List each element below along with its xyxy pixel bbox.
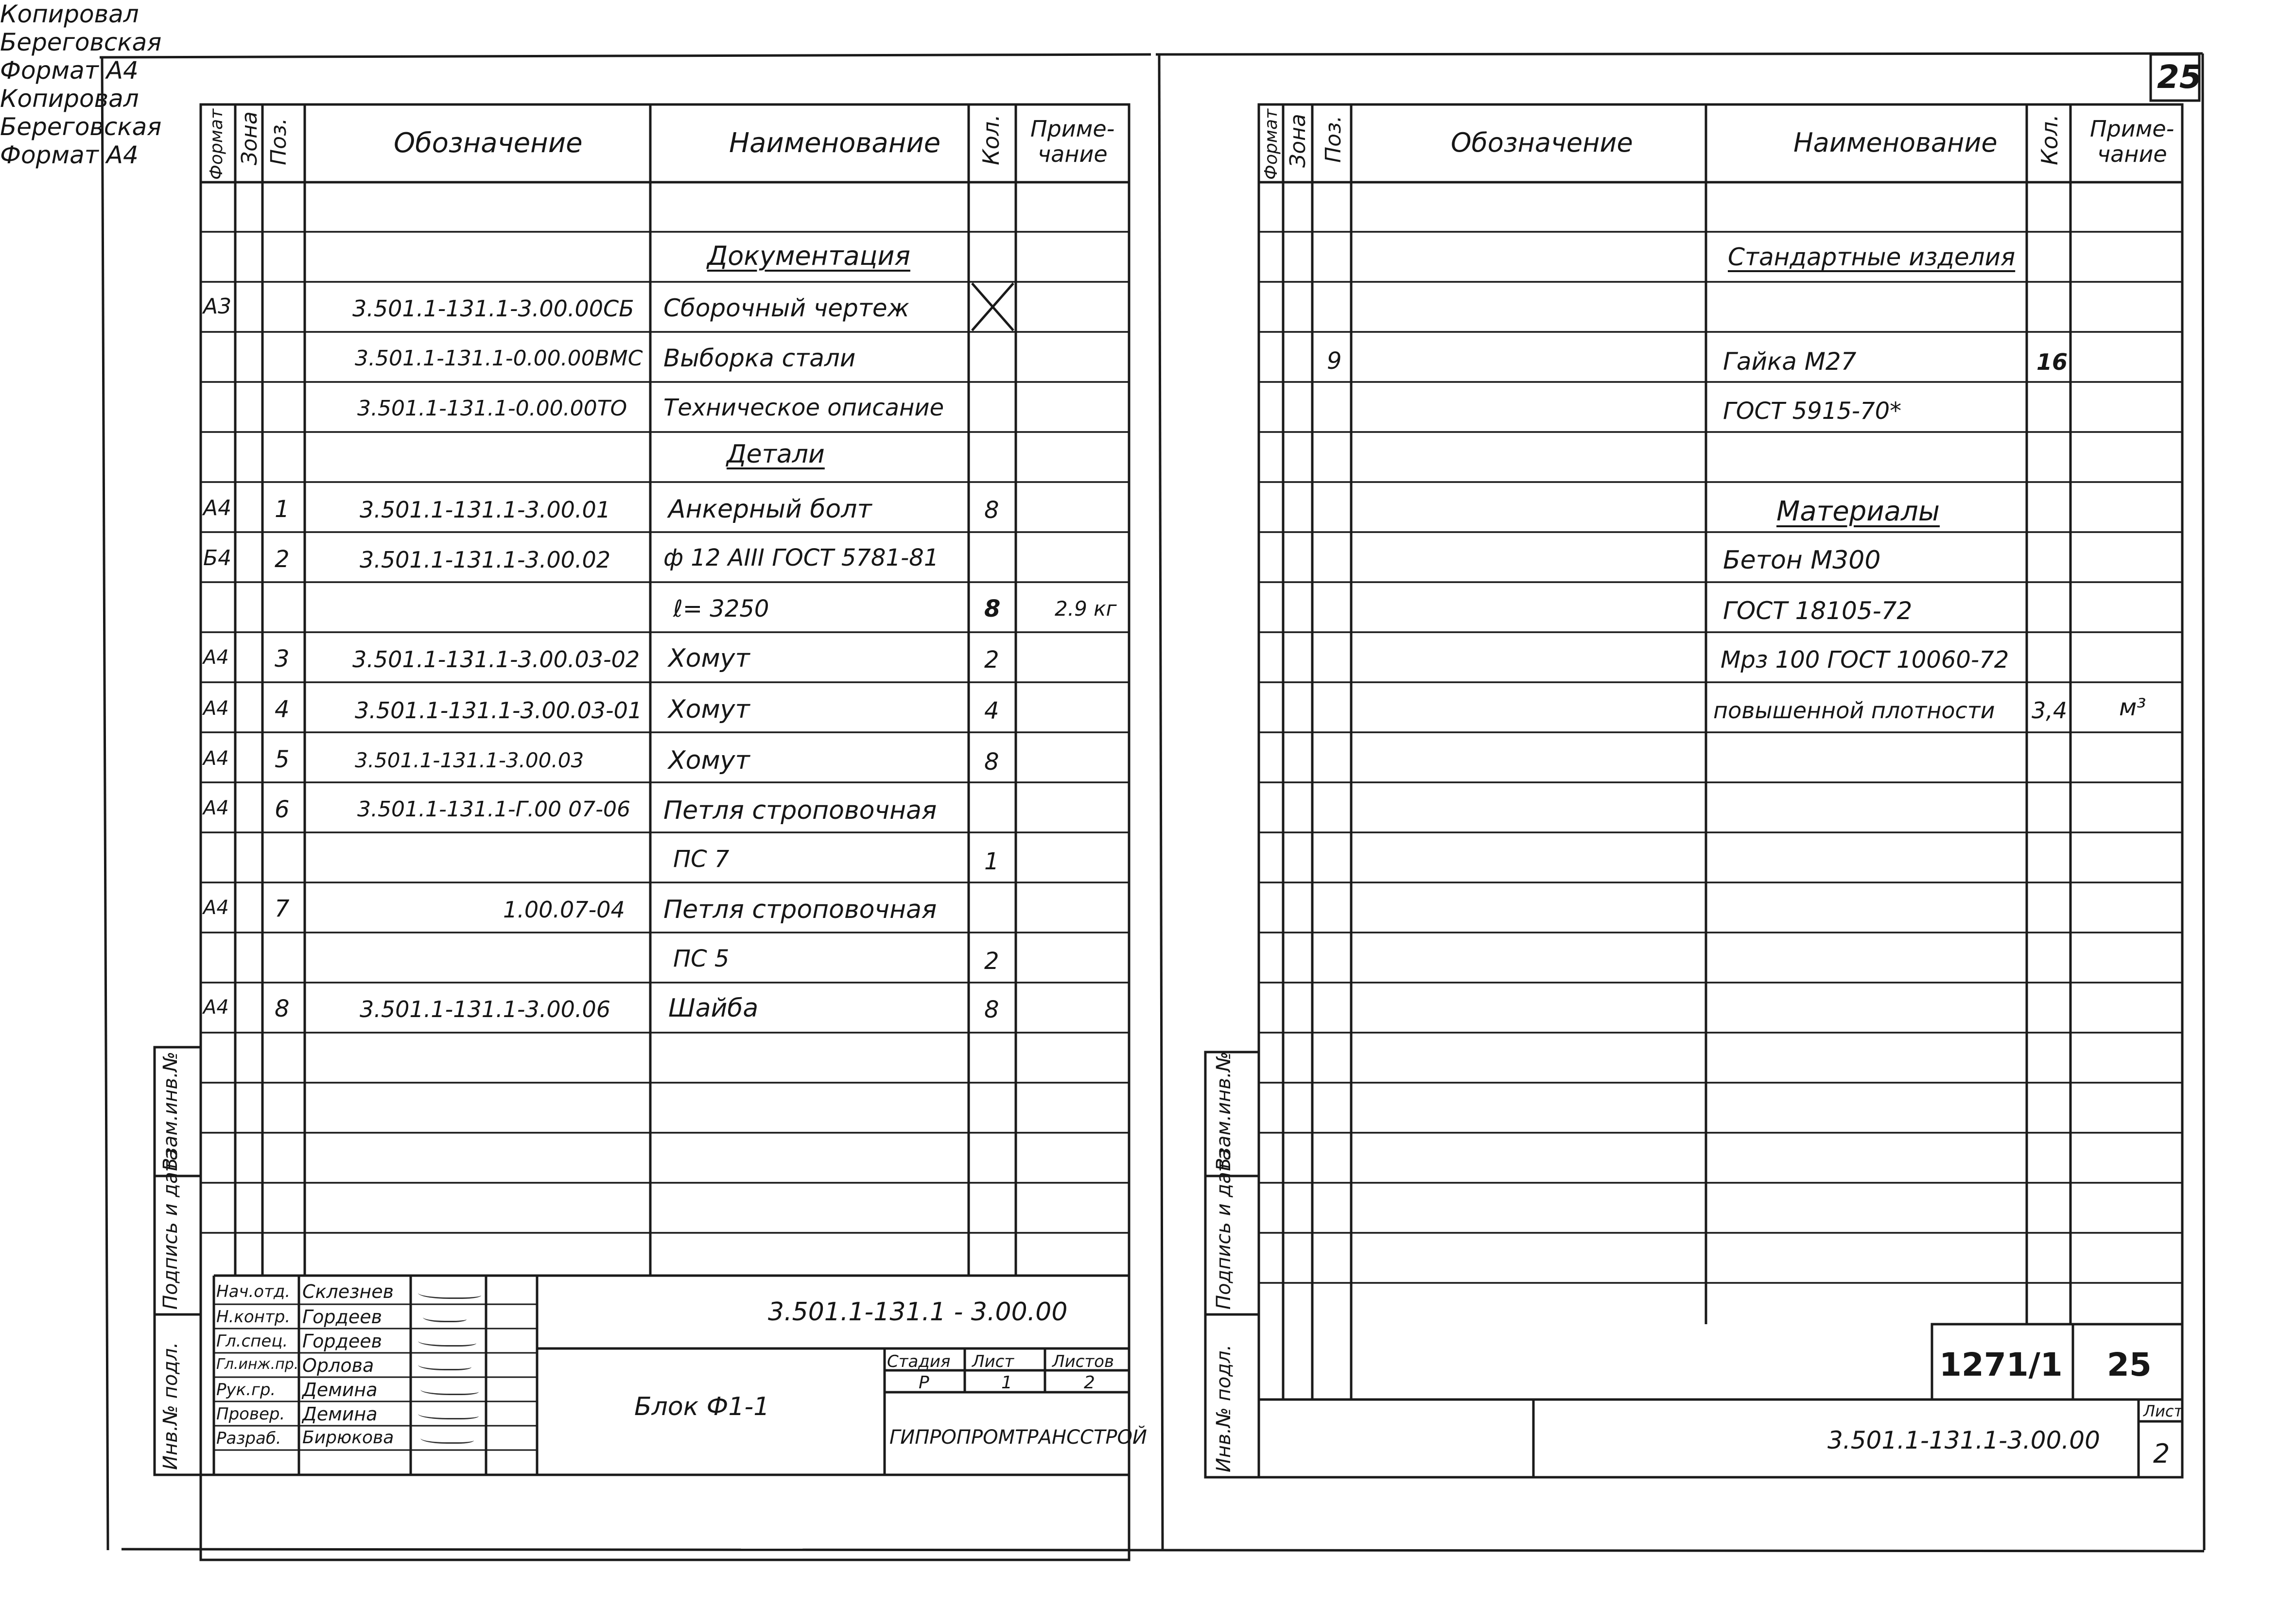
stamp-role: Провер. — [216, 1404, 285, 1424]
stamp-role: Нач.отд. — [216, 1282, 291, 1301]
sheets-value: 2 — [1084, 1373, 1095, 1393]
row-qty: 1 — [984, 848, 999, 875]
footer-copied-label: Копировал — [0, 0, 139, 28]
row-note: м³ — [2119, 694, 2146, 721]
row-qty: 2 — [984, 646, 999, 674]
header-name: Наименование — [1793, 127, 1998, 158]
row-qty: 8 — [984, 748, 999, 776]
row-format: А4 — [203, 897, 229, 919]
corner-page-number: 25 — [2157, 58, 2202, 96]
row-designation: 3.501.1-131.1-3.00.03-01 — [355, 697, 643, 724]
row-name: Сборочный чертеж — [663, 294, 909, 322]
stamp-person: Склезнев — [302, 1281, 394, 1302]
section-standard-items: Стандартные изделия — [1728, 243, 2016, 271]
header-pos: Поз. — [266, 118, 291, 165]
row-designation: 3.501.1-131.1-0.00.00ВМС — [355, 346, 643, 371]
side-label-replaced-inv: Взам.инв.№ — [159, 1051, 182, 1171]
header-pos: Поз. — [1321, 115, 1346, 163]
row-note: 2.9 кг — [1055, 597, 1117, 621]
header-zone: Зона — [237, 111, 262, 165]
stamp-person: Орлова — [302, 1355, 374, 1376]
row-name: Техническое описание — [663, 394, 944, 421]
row-name: ПС 5 — [673, 945, 730, 972]
row-qty: 2 — [984, 948, 999, 975]
header-note-l2: чание — [1038, 141, 1108, 167]
stamp-role: Гл.инж.пр. — [216, 1356, 299, 1373]
header-format: Формат — [1261, 108, 1281, 180]
stamp-title: Блок Ф1-1 — [634, 1392, 770, 1421]
row-name: Гайка М27 — [1723, 347, 1857, 376]
row-designation: 3.501.1-131.1-0.00.00ТО — [357, 396, 627, 421]
side-label-inv-original: Инв.№ подл. — [159, 1342, 182, 1470]
row-name: Хомут — [668, 644, 750, 673]
row-format: А4 — [203, 747, 229, 770]
section-materials: Материалы — [1776, 496, 1940, 527]
row-name: Анкерный болт — [668, 495, 872, 524]
row-pos: 8 — [275, 995, 290, 1022]
row-format: А4 — [203, 646, 229, 669]
row-name: ПС 7 — [673, 846, 730, 873]
row-pos: 7 — [275, 895, 290, 922]
stamp-role: Разраб. — [216, 1429, 281, 1448]
stamp-person: Демина — [302, 1403, 378, 1425]
row-name: Петля строповочная — [663, 796, 937, 825]
row-format: Б4 — [203, 546, 232, 570]
row-name: ГОСТ 5915-70* — [1723, 397, 1902, 425]
row-designation: 3.501.1-131.1-3.00.03 — [355, 748, 584, 772]
row-format: А4 — [203, 996, 229, 1019]
row-pos: 4 — [275, 696, 290, 723]
row-format: А4 — [203, 496, 232, 520]
row-designation: 1.00.07-04 — [503, 897, 625, 923]
right-sheet-label: Лист — [2143, 1402, 2183, 1420]
row-qty: 8 — [984, 595, 1001, 622]
stamp-role: Гл.спец. — [216, 1331, 288, 1351]
row-designation: 3.501.1-131.1-3.00.06 — [360, 996, 611, 1022]
row-name: Петля строповочная — [663, 895, 937, 924]
stage-value: Р — [919, 1373, 929, 1393]
row-designation: 3.501.1-131.1-3.00.00СБ — [352, 295, 634, 322]
header-designation: Обозначение — [1451, 127, 1633, 158]
stamp-role: Н.контр. — [216, 1307, 291, 1327]
header-format: Формат — [207, 108, 226, 180]
header-note-l1: Приме- — [2090, 116, 2174, 142]
row-qty: 8 — [984, 497, 999, 524]
stage-label: Стадия — [887, 1352, 951, 1371]
row-name: ℓ= 3250 — [673, 595, 769, 622]
row-pos: 9 — [1327, 347, 1342, 375]
footer-copied-by: Береговская — [0, 113, 162, 141]
row-name: ф 12 АIII ГОСТ 5781-81 — [663, 544, 939, 571]
side-label-inv-original: Инв.№ подл. — [1213, 1344, 1235, 1472]
row-designation: 3.501.1-131.1-3.00.02 — [360, 547, 611, 573]
row-pos: 6 — [275, 796, 290, 823]
header-note-l2: чание — [2097, 141, 2167, 167]
footer-copied-by: Береговская — [0, 28, 162, 56]
stamp-doc-number: 3.501.1-131.1 - 3.00.00 — [768, 1297, 1068, 1327]
row-designation: 3.501.1-131.1-Г.00 07-06 — [357, 797, 630, 822]
footer-copied-label: Копировал — [0, 85, 139, 113]
row-format: А4 — [203, 697, 229, 720]
header-name: Наименование — [729, 127, 941, 159]
header-note-l1: Приме- — [1030, 116, 1115, 142]
header-designation: Обозначение — [394, 127, 583, 159]
row-name: Выборка стали — [663, 344, 856, 372]
stamp-person: Гордеев — [302, 1306, 382, 1328]
row-name: ГОСТ 18105-72 — [1723, 597, 1913, 625]
row-pos: 3 — [275, 645, 290, 673]
header-qty: Кол. — [2036, 114, 2063, 165]
row-qty: 4 — [984, 697, 999, 725]
row-qty: 8 — [984, 996, 999, 1023]
sheet-value: 1 — [1001, 1373, 1012, 1393]
row-name: Хомут — [668, 746, 750, 775]
row-designation: 3.501.1-131.1-3.00.01 — [360, 497, 611, 523]
side-label-replaced-inv: Взам.инв.№ — [1213, 1051, 1235, 1171]
right-sheet-value: 2 — [2153, 1438, 2170, 1469]
header-qty: Кол. — [978, 114, 1004, 165]
row-name: Хомут — [668, 695, 750, 724]
side-label-signature-date: Подпись и дата — [159, 1148, 182, 1310]
row-name: Бетон М300 — [1723, 546, 1881, 575]
row-name: Мрз 100 ГОСТ 10060-72 — [1721, 646, 2009, 674]
section-details: Детали — [727, 440, 825, 469]
footer-format: Формат А4 — [0, 56, 139, 85]
stamp-person: Демина — [302, 1379, 378, 1400]
row-name: повышенной плотности — [1713, 697, 1995, 724]
row-pos: 5 — [275, 746, 290, 773]
sheets-label: Листов — [1052, 1352, 1114, 1371]
row-format: А4 — [203, 797, 229, 819]
header-zone: Зона — [1286, 114, 1310, 168]
row-format: А3 — [203, 294, 232, 319]
row-qty: 3,4 — [2032, 697, 2068, 724]
album-page: 25 — [2107, 1346, 2152, 1383]
section-documentation: Документация — [707, 241, 910, 271]
stamp-person: Гордеев — [302, 1331, 382, 1352]
footer-format: Формат А4 — [0, 141, 139, 169]
row-designation: 3.501.1-131.1-3.00.03-02 — [352, 646, 640, 673]
right-doc-number: 3.501.1-131.1-3.00.00 — [1827, 1426, 2100, 1454]
row-qty: 16 — [2036, 349, 2068, 375]
row-pos: 2 — [275, 546, 290, 573]
stamp-role: Рук.гр. — [216, 1380, 276, 1400]
organization-name: ГИПРОПРОМТРАНССТРОЙ — [889, 1426, 1147, 1449]
row-pos: 1 — [275, 496, 290, 523]
side-label-signature-date: Подпись и дата — [1213, 1148, 1235, 1310]
album-number: 1271/1 — [1939, 1346, 2063, 1383]
stamp-person: Бирюкова — [302, 1428, 394, 1448]
sheet-label: Лист — [972, 1352, 1014, 1371]
row-name: Шайба — [668, 994, 759, 1023]
